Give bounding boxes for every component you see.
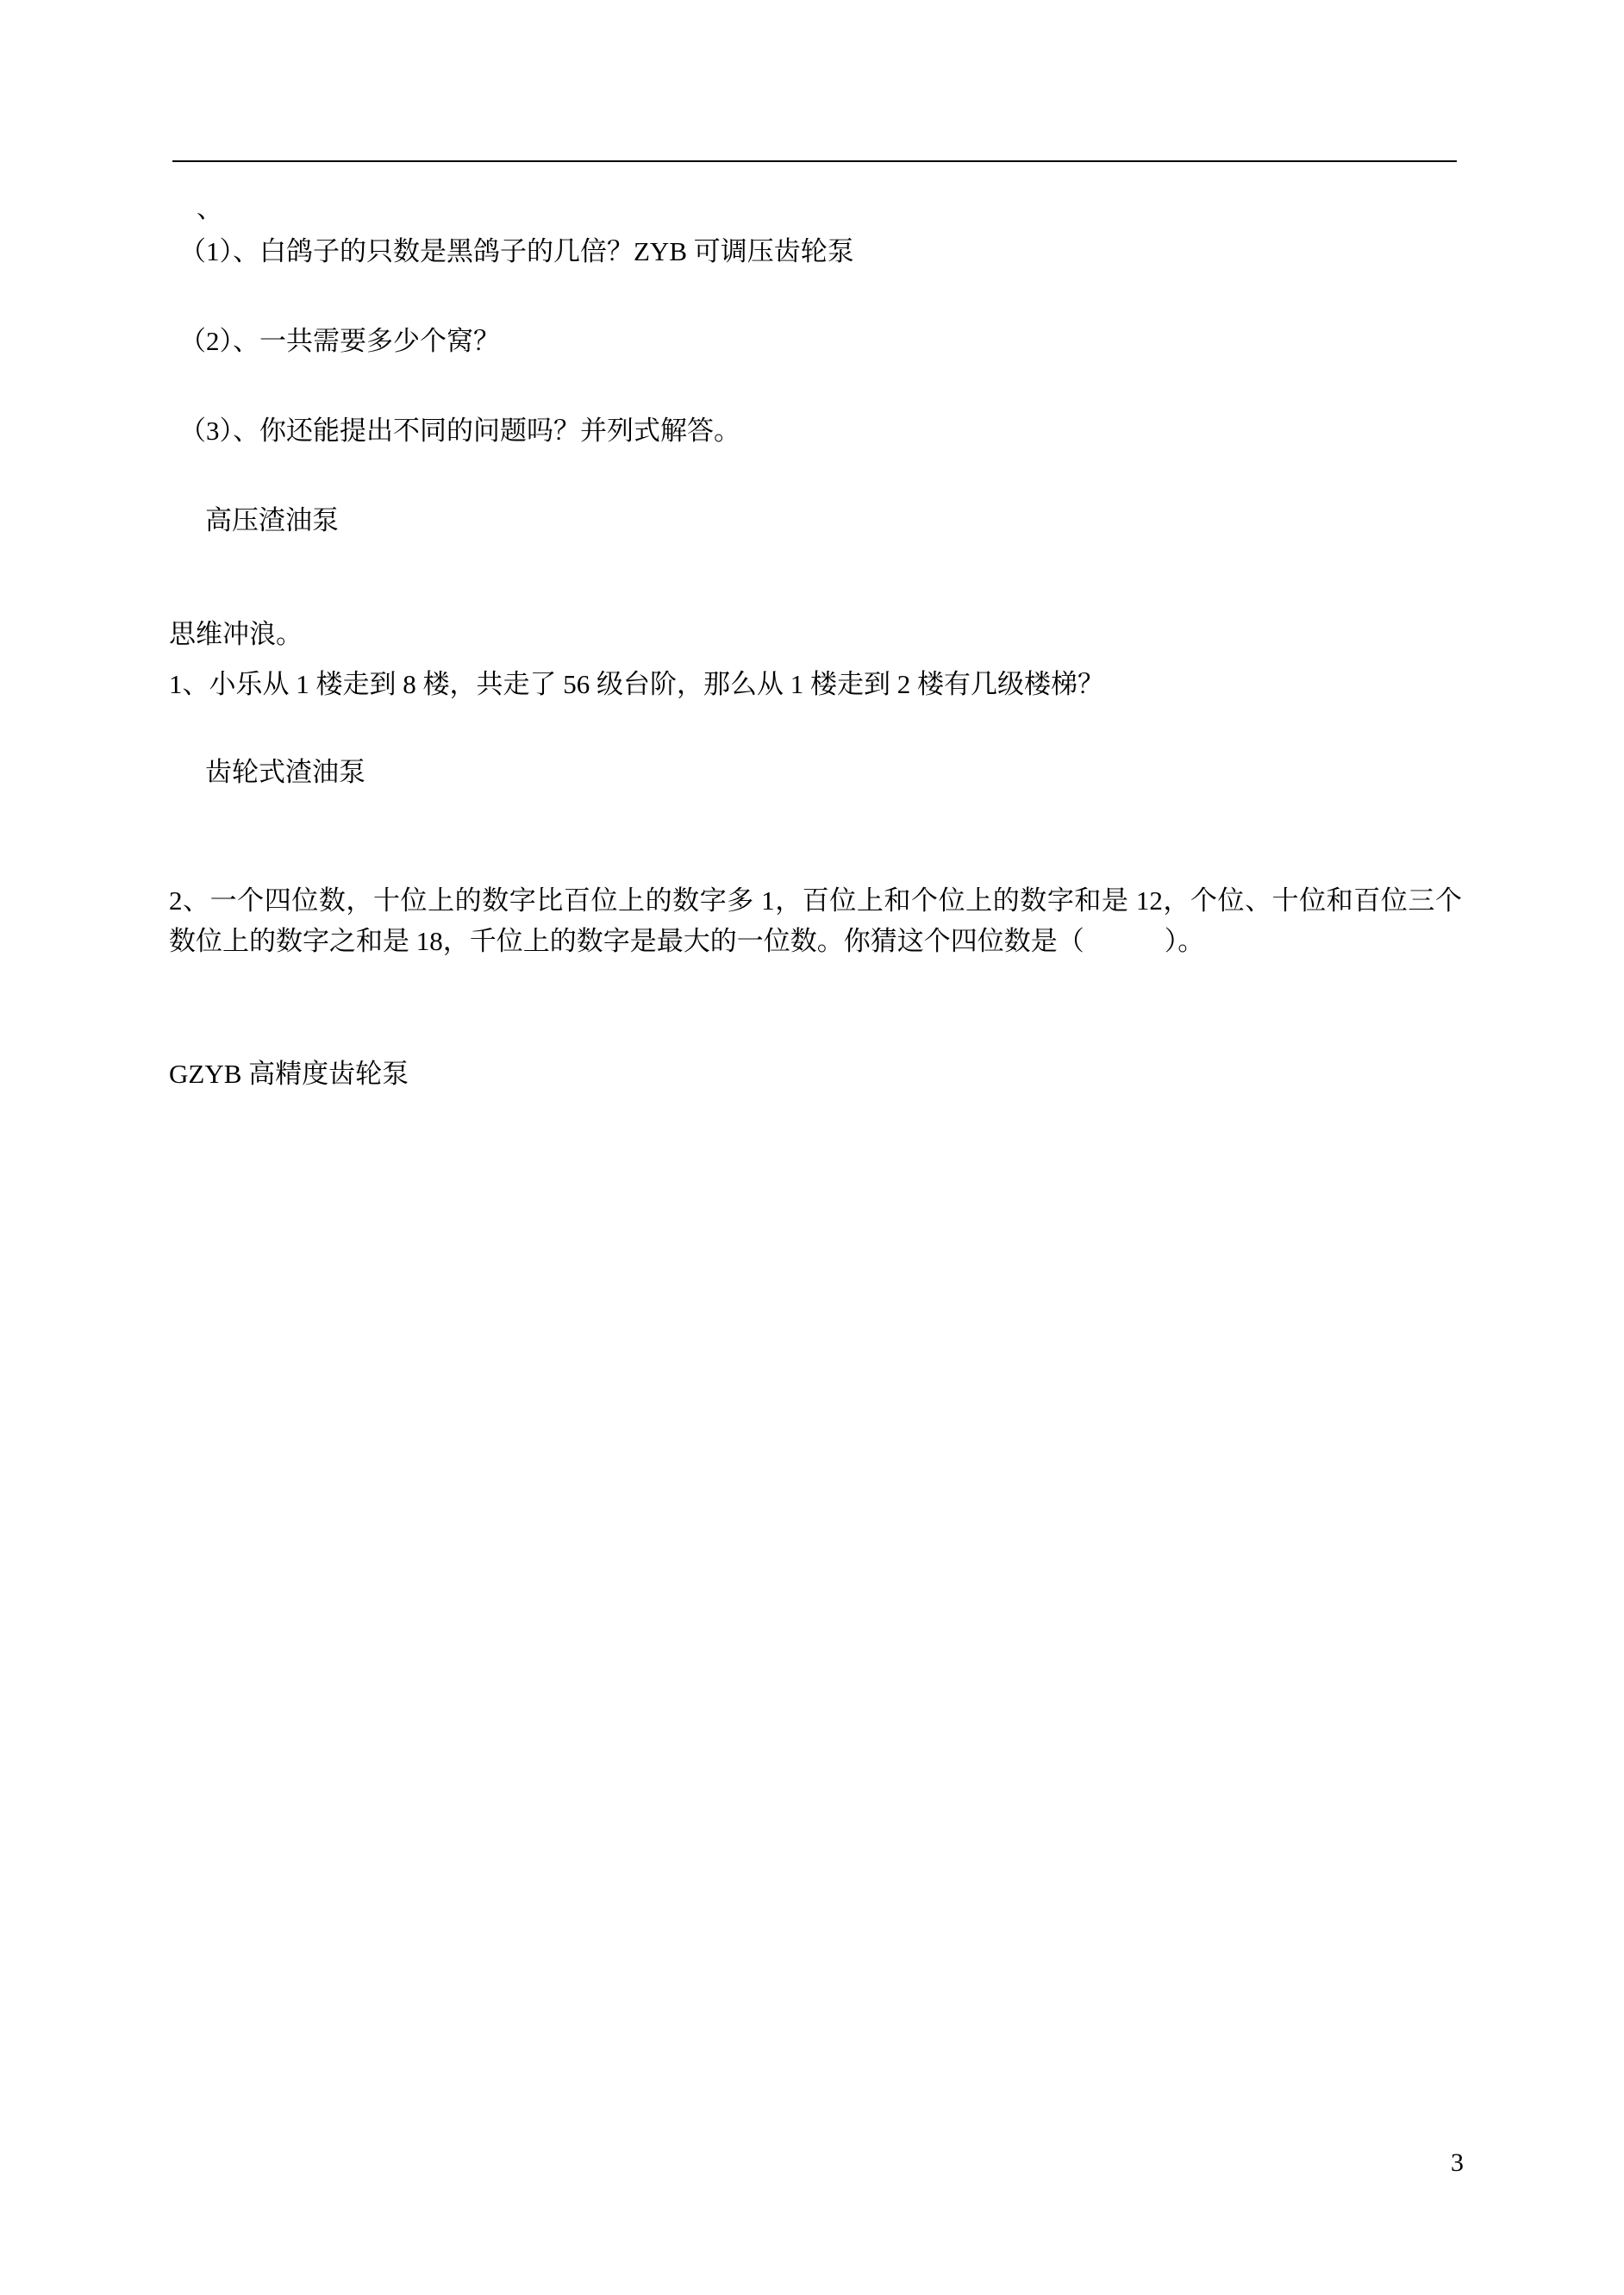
thinking-item-1: 1、小乐从 1 楼走到 8 楼，共走了 56 级台阶，那么从 1 楼走到 2 楼有几级楼梯？ [169,669,1104,699]
question-item-2: （2）、一共需要多少个窝？ [179,326,500,356]
page-number: 3 [1451,2148,1464,2177]
ad-text-2: 齿轮式渣油泵 [205,757,365,787]
question-item-3: （3）、你还能提出不同的问题吗？并列式解答。 [179,416,740,446]
ad-text-1: 高压渣油泵 [205,505,339,535]
section-title-thinking: 思维冲浪。 [169,619,303,649]
header-divider [172,160,1457,162]
question-item-1: （1）、白鸽子的只数是黑鸽子的几倍？ZYB 可调压齿轮泵 [179,236,854,266]
thinking-item-2: 2、一个四位数，十位上的数字比百位上的数字多 1，百位上和个位上的数字和是 12，个位、十位和百位三个数位上的数字之和是 18，千位上的数字是最大的一位数。你猜这个四位数是（ ）。 [169,885,1462,956]
stray-stroke-mark: 、 [197,195,222,223]
ad-text-3: GZYB 高精度齿轮泵 [169,1059,409,1089]
